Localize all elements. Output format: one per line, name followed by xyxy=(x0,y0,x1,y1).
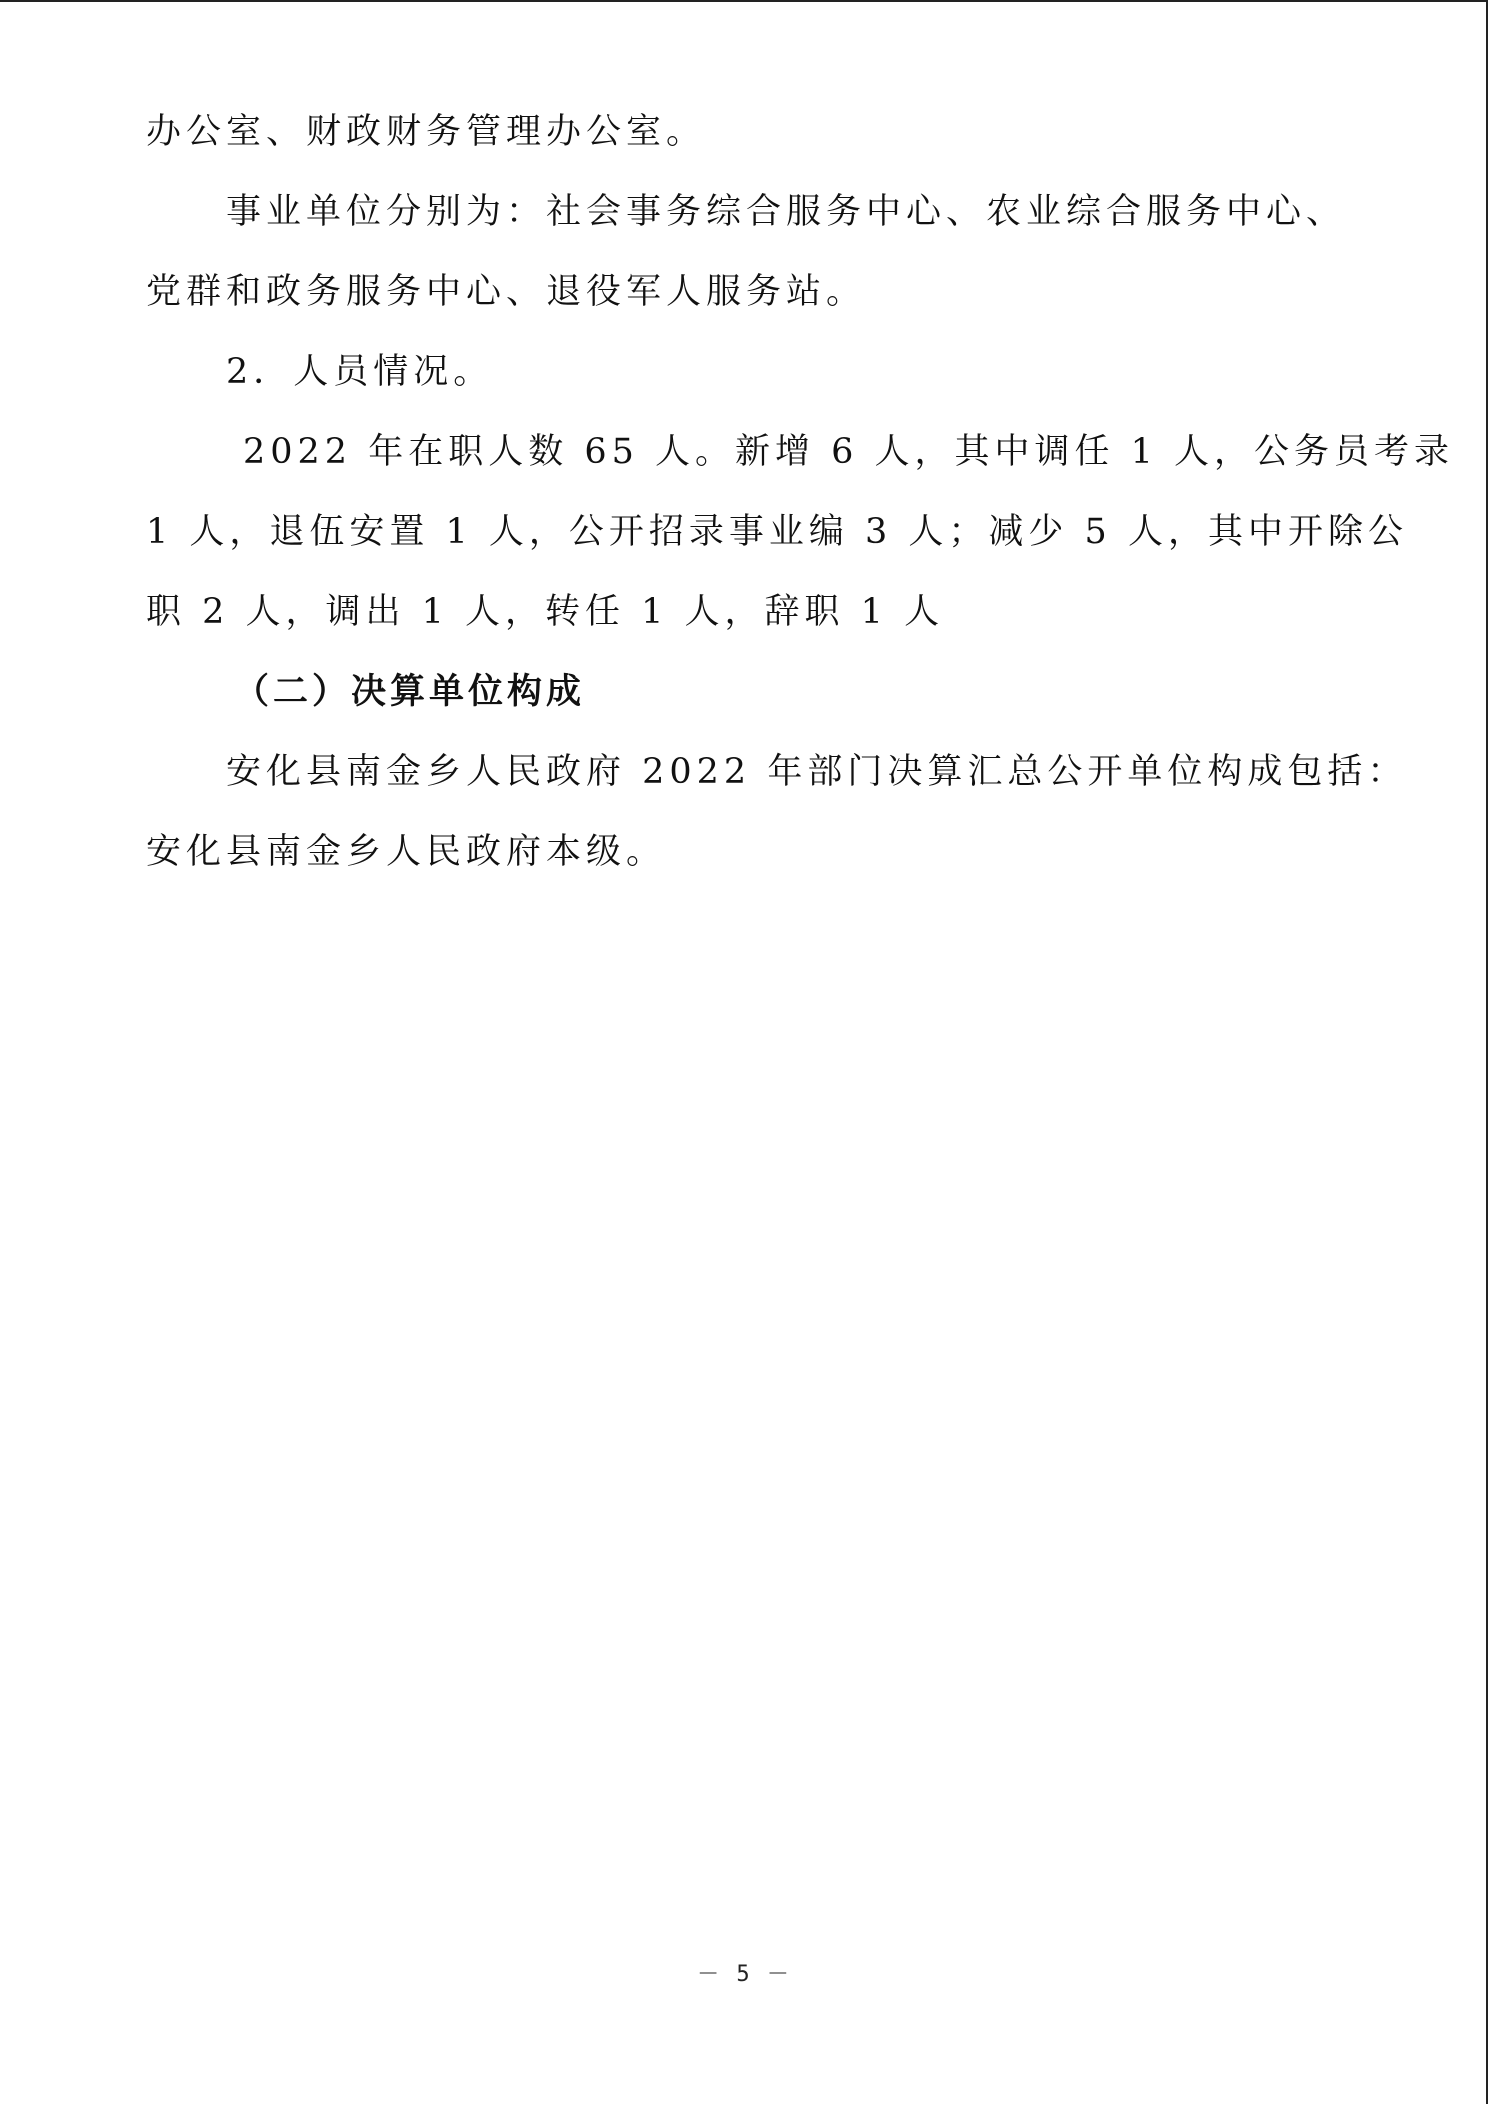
paragraph-line: 1 人，退伍安置 1 人，公开招录事业编 3 人；减少 5 人，其中开除公 xyxy=(146,512,1408,552)
paragraph-line: 事业单位分别为：社会事务综合服务中心、农业综合服务中心、 xyxy=(226,192,1347,232)
paragraph-line: 职 2 人，调出 1 人，转任 1 人，辞职 1 人 xyxy=(146,592,945,632)
section-heading: （二）决算单位构成 xyxy=(234,672,586,712)
paragraph-line: 办公室、财政财务管理办公室。 xyxy=(146,112,707,152)
paragraph-line: 2022 年在职人数 65 人。新增 6 人，其中调任 1 人，公务员考录 xyxy=(243,432,1455,472)
paragraph-line: 安化县南金乡人民政府本级。 xyxy=(146,832,667,872)
paragraph-line: 党群和政务服务中心、退役军人服务站。 xyxy=(146,272,867,312)
section-subheading: 2．人员情况。 xyxy=(226,352,494,392)
page-number: － 5 － xyxy=(697,1962,791,1987)
paragraph-line: 安化县南金乡人民政府 2022 年部门决算汇总公开单位构成包括： xyxy=(226,752,1408,792)
